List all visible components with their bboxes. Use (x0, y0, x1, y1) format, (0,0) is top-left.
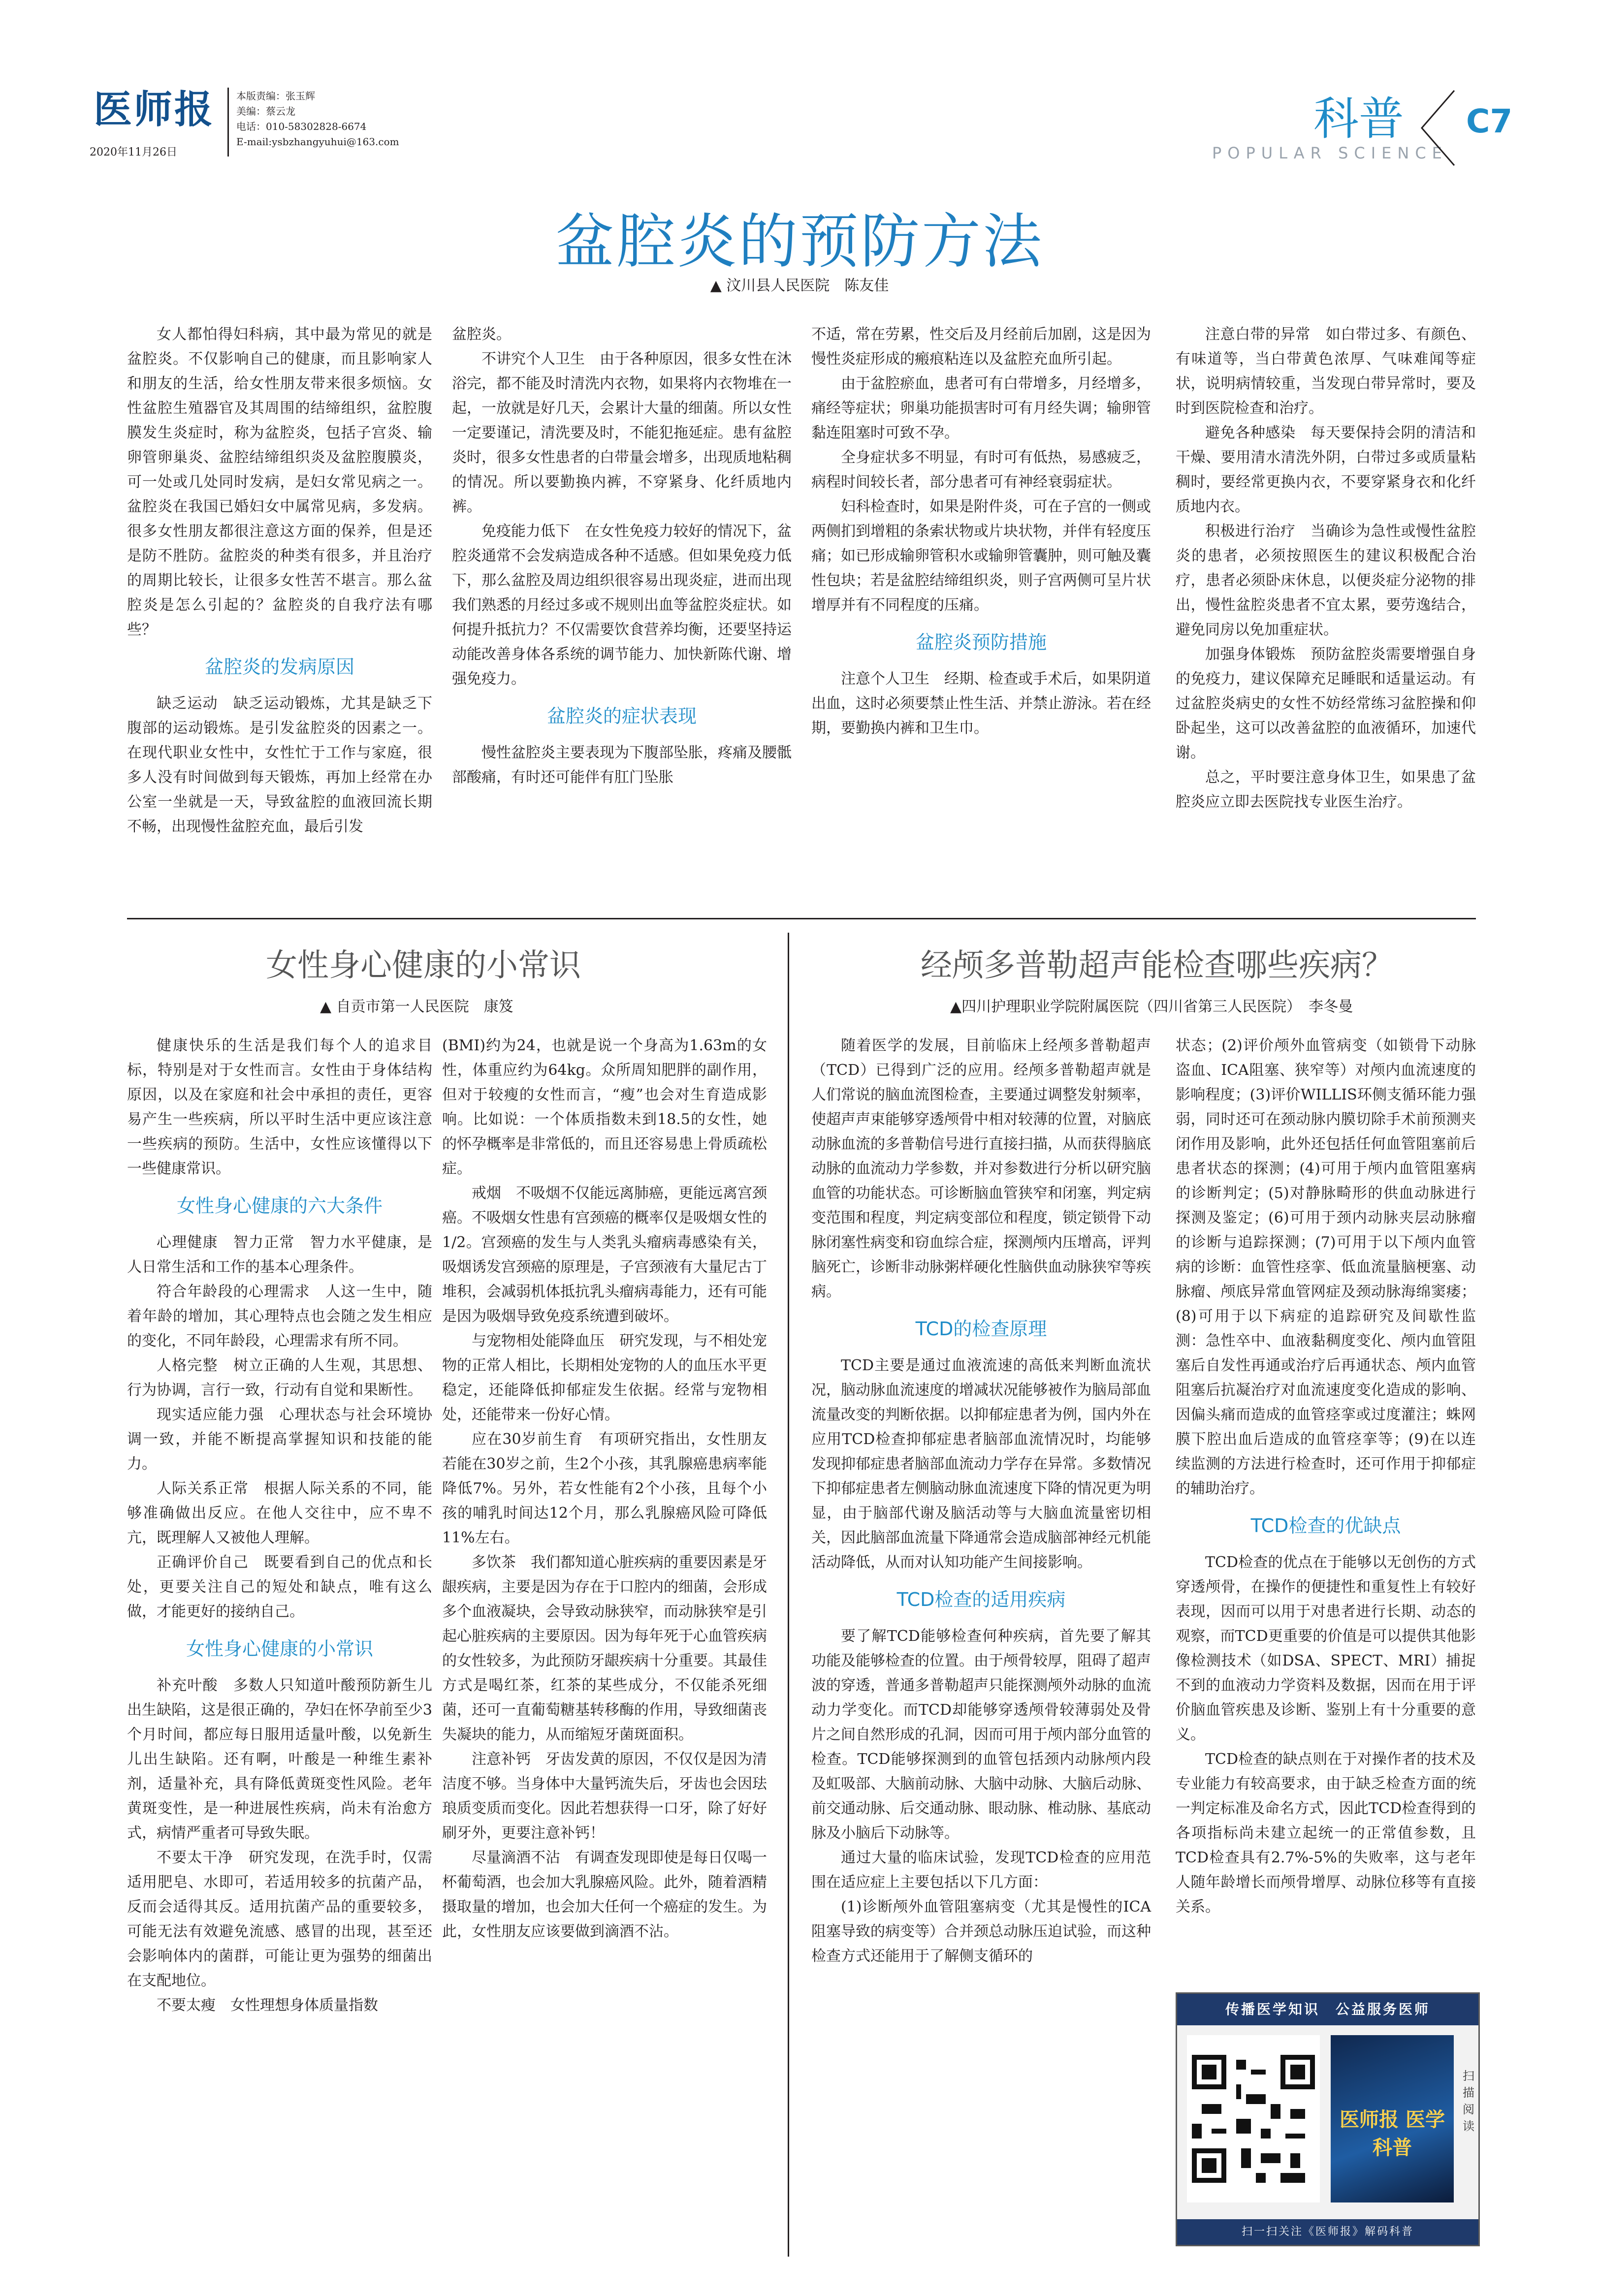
editor-line: 本版责编：张玉辉 (236, 90, 315, 102)
article-title: 女性身心健康的小常识 (266, 947, 581, 984)
paragraph: TCD主要是通过血液流速的高低来判断血流状况，脑动脉血流速度的增减状况能够被作为脑局部血流量改变的判断依据。以抑郁症患者为例，国内外在应用TCD检查抑郁症患者脑部血流情况时，均能够发现抑郁症患者脑部血流动力学存在异常。多数情况下抑郁症患者左侧脑动脉血流速度下降的情况更为明显，由于脑部代谢及脑活动等与大脑血流量密切相关，因此脑部血流量下降通常会造成脑部神经元机能活动降低，从而对认知功能产生间接影响。 (811, 1357, 1151, 1571)
article-byline: ▲ 自贡市第一人民医院 康笈 (320, 998, 513, 1015)
paragraph: 女人都怕得妇科病，其中最为常见的就是盆腔炎。不仅影响自己的健康，而且影响家人和朋友的生活，给女性朋友带来很多烦恼。女性盆腔生殖器官及其周围的结缔组织，盆腔腹膜发生炎症时，称为盆腔炎，包括子宫炎、输卵管卵巢炎、盆腔结缔组织炎及盆腔腹膜炎，可一处或几处同时发病，是妇女常见病之一。盆腔炎在我国已婚妇女中属常见病，多发病。很多女性朋友都很注意这方面的保养，但是还是防不胜防。盆腔炎的种类有很多，并且治疗的周期比较长，让很多女性苦不堪言。那么盆腔炎是怎么引起的？盆腔炎的自我疗法有哪些？ (127, 326, 432, 638)
article-column (811, 1034, 1151, 1969)
article-column (1176, 1034, 1476, 1919)
paragraph: 避免各种感染 每天要保持会阴的清洁和干燥、要用清水清洗外阴，白带过多或质量粘稠时，要经常更换内衣，不要穿紧身衣和化纤质地内衣。 (1176, 424, 1476, 515)
paragraph: 注意个人卫生 经期、检查或手术后，如果阴道出血，这时必须要禁止性生活、并禁止游泳。若在经期，要勤换内裤和卫生巾。 (811, 670, 1151, 737)
paragraph: 总之，平时要注意身体卫生，如果患了盆腔炎应立即去医院找专业医生治疗。 (1176, 769, 1476, 811)
section-chevron-icon (1418, 89, 1457, 167)
section-heading: 盆腔炎的发病原因 (204, 656, 354, 678)
paragraph: 符合年龄段的心理需求 人这一生中，随着年龄的增加，其心理特点也会随之发生相应的变化，不同年龄段，心理需求有所不同。 (127, 1283, 432, 1350)
section-heading: TCD的检查原理 (915, 1318, 1047, 1340)
paragraph: 不讲究个人卫生 由于各种原因，很多女性在沐浴完，都不能及时清洗内衣物，如果将内衣物堆在一起，一放就是好几天，会累计大量的细菌。所以女性一定要谨记，清洗要及时，不能犯拖延症。患有盆腔炎时，很多女性患者的白带量会增多，出现质地粘稠的情况。所以要勤换内裤，不穿紧身、化纤质地内裤。 (452, 350, 792, 515)
promo-banner[interactable] (1176, 1992, 1480, 2246)
paragraph: 加强身体锻炼 预防盆腔炎需要增强自身的免疫力，建议保障充足睡眠和适量运动。有过盆腔炎病史的女性不妨经常练习盆腔操和仰卧起坐，这可以改善盆腔的血液循环，加速代谢。 (1176, 646, 1476, 761)
paragraph: 随着医学的发展，目前临床上经颅多普勒超声（TCD）已得到广泛的应用。经颅多普勒超声就是人们常说的脑血流图检查，主要通过调整发射频率，使超声声束能够穿透颅骨中相对较薄的位置，对脑底动脉血流的多普勒信号进行直接扫描，从而获得脑底动脉的血流动力学参数，并对参数进行分析以研究脑血管的功能状态。可诊断脑血管狭窄和闭塞，判定病变范围和程度，判定病变部位和程度，锁定锁骨下动脉闭塞性病变和窃血综合症，探测颅内压增高，评判脑死亡，诊断非动脉粥样硬化性脑供血动脉狭窄等疾病。 (811, 1037, 1151, 1300)
paragraph: 盆腔炎。 (452, 326, 511, 343)
article-title: 盆腔炎的预防方法 (555, 208, 1044, 276)
paragraph: 免疫能力低下 在女性免疫力较好的情况下，盆腔炎通常不会发病造成各种不适感。但如果免疫力低下，那么盆腔及周边组织很容易出现炎症，进而出现我们熟悉的月经过多或不规则出血等盆腔炎症状。如何提升抵抗力？不仅需要饮食营养均衡，还要坚持运动能改善身体各系统的调节能力、加快新陈代谢、增强免疫力。 (452, 523, 792, 688)
article-column (127, 1034, 432, 2018)
section-english: POPULAR SCIENCE (1212, 144, 1448, 162)
cover-title: 医师报 医学科普 (1340, 2108, 1445, 2159)
paragraph: 缺乏运动 缺乏运动锻炼，尤其是缺乏下腹部的运动锻炼。是引发盆腔炎的因素之一。在现代职业女性中，女性忙于工作与家庭，很多人没有时间做到每天锻炼，再加上经常在办公室一坐就是一天，导致盆腔的血液回流长期不畅，出现慢性盆腔充血，最后引发 (127, 695, 432, 835)
paragraph: TCD检查的缺点则在于对操作者的技术及专业能力有较高要求，由于缺乏检查方面的统一判定标准及命名方式，因此TCD检查得到的各项指标尚未建立起统一的正常值参数，且TCD检查具有2.7%-5%的失败率，这与老年人随年龄增长而颅骨增厚、动脉位移等有直接关系。 (1176, 1751, 1476, 1916)
editor-line: 电话：010-58302828-6674 (236, 121, 367, 132)
article-column (452, 322, 792, 790)
section-heading: TCD检查的适用疾病 (896, 1589, 1066, 1610)
page-number: C7 (1466, 102, 1513, 140)
article-column (442, 1034, 767, 1944)
article-title: 经颅多普勒超声能检查哪些疾病？ (921, 947, 1393, 984)
article-column (1176, 322, 1476, 815)
paragraph: 不要太瘦 女性理想身体质量指数 (157, 1997, 378, 2014)
promo-side-text: 扫描阅读 (1463, 2069, 1474, 2133)
paragraph: 应在30岁前生育 有项研究指出，女性朋友若能在30岁之前，生2个小孩，其乳腺癌患病率能降低7%。另外，若女性能有2个小孩，且每个小孩的哺乳时间达12个月，那么乳腺癌风险可降低11%左右。 (442, 1431, 767, 1546)
article-column (127, 322, 432, 839)
qr-code-icon[interactable] (1187, 2035, 1320, 2202)
paragraph: 状态；(2)评价颅外血管病变（如锁骨下动脉盗血、ICA阻塞、狭窄等）对颅内血流速度的影响程度；(3)评价WILLIS环侧支循环能力强弱，同时还可在颈动脉内膜切除手术前预测夹闭作用及影响，此外还包括任何血管阻塞前后患者状态的探测；(4)可用于颅内血管阻塞病的诊断判定；(5)对静脉畸形的供血动脉进行探测及鉴定；(6)可用于颈内动脉夹层动脉瘤的诊断与追踪探测；(7)可用于以下颅内血管病的诊断：血管性痉挛、低血流量脑梗塞、动脉瘤、颅底异常血管网症及颈动脉海绵窦痿；(8)可用于以下病症的追踪研究及间歇性监测：急性卒中、血液黏稠度变化、颅内血管阻塞后自发性再通或治疗后再通状态、颅内血管阻塞后抗凝治疗对血流速度变化造成的影响、因偏头痛而造成的血管痉挛或过度灌注；蛛网膜下腔出血后造成的血管痉挛等；(9)在以连续监测的方法进行检查时，还可作用于抑郁症的辅助治疗。 (1176, 1037, 1476, 1497)
paragraph: 不要太干净 研究发现，在洗手时，仅需适用肥皂、水即可，若适用较多的抗菌产品，反而会适得其反。适用抗菌产品的重要较多，可能无法有效避免流感、感冒的出现，甚至还会影响体内的菌群，可能让更为强势的细菌出在支配地位。 (127, 1849, 432, 1989)
editor-line: E-mail:ysbzhangyuhui@163.com (236, 136, 399, 148)
paragraph: 不适，常在劳累，性交后及月经前后加剧，这是因为慢性炎症形成的瘢痕粘连以及盆腔充血所引起。 (811, 326, 1151, 368)
section-heading: TCD检查的优缺点 (1250, 1515, 1401, 1537)
masthead-divider (227, 88, 229, 157)
section-heading: 女性身心健康的小常识 (186, 1638, 373, 1660)
paragraph: TCD检查的优点在于能够以无创伤的方式穿透颅骨，在操作的便捷性和重复性上有较好表现，因而可以用于对患者进行长期、动态的观察，而TCD更重要的价值是可以提供其他影像检测技术（如DSA、SPECT、MRI）捕捉不到的血液动力学资料及数据，因而在用于评价脑血管疾患及诊断、鉴别上有十分重要的意义。 (1176, 1554, 1476, 1743)
paragraph: 健康快乐的生活是我们每个人的追求目标，特别是对于女性而言。女性由于身体结构原因，以及在家庭和社会中承担的责任，更容易产生一些疾病，所以平时生活中更应该注意一些疾病的预防。生活中，女性应该懂得以下一些健康常识。 (127, 1037, 432, 1177)
article-byline: ▲四川护理职业学院附属医院（四川省第三人民医院） 李冬曼 (950, 998, 1353, 1015)
paragraph: 人格完整 树立正确的人生观，其思想、行为协调，言行一致，行动有自觉和果断性。 (127, 1357, 432, 1399)
column-divider (788, 933, 789, 2257)
section-heading: 盆腔炎预防措施 (915, 631, 1047, 653)
newspaper-logo: 医师报 (94, 87, 215, 132)
paragraph: 通过大量的临床试验，发现TCD检查的应用范围在适应症上主要包括以下几方面： (811, 1849, 1151, 1891)
section-divider (127, 918, 1476, 919)
editor-line: 美编：蔡云龙 (236, 105, 295, 117)
paragraph: (1)诊断颅外血管阻塞病变（尤其是慢性的ICA阻塞导致的病变等）合并颈总动脉压迫试验，而这种检查方式还能用于了解侧支循环的 (811, 1898, 1151, 1965)
paragraph: 妇科检查时，如果是附件炎，可在子宫的一侧或两侧扪到增粗的条索状物或片块状物，并伴有轻度压痛；如已形成输卵管积水或输卵管囊肿，则可触及囊性包块；若是盆腔结缔组织炎，则子宫两侧可呈片状增厚并有不同程度的压痛。 (811, 498, 1151, 614)
paragraph: 人际关系正常 根据人际关系的不同，能够准确做出反应。在他人交往中，应不卑不亢，既理解人又被他人理解。 (127, 1480, 432, 1546)
paragraph: 由于盆腔瘀血，患者可有白带增多，月经增多，痛经等症状；卵巢功能损害时可有月经失调；输卵管黏连阻塞时可致不孕。 (811, 375, 1151, 441)
paragraph: 正确评价自己 既要看到自己的优点和长处，更要关注自己的短处和缺点，唯有这么做，才能更好的接纳自己。 (127, 1554, 432, 1620)
paragraph: 注意补钙 牙齿发黄的原因，不仅仅是因为清洁度不够。当身体中大量钙流失后，牙齿也会因珐琅质变质而变化。因此若想获得一口牙，除了好好刷牙外，更要注意补钙！ (442, 1751, 767, 1842)
paragraph: 全身症状多不明显，有时可有低热，易感疲乏，病程时间较长者，部分患者可有神经衰弱症状。 (811, 449, 1151, 491)
magazine-cover (1331, 2035, 1454, 2202)
paragraph: 慢性盆腔炎主要表现为下腹部坠胀，疼痛及腰骶部酸痛，有时还可能伴有肛门坠胀 (452, 744, 792, 786)
article-byline: ▲ 汶川县人民医院 陈友佳 (710, 277, 889, 294)
article-column (811, 322, 1151, 741)
paragraph: 补充叶酸 多数人只知道叶酸预防新生儿出生缺陷，这是很正确的，孕妇在怀孕前至少3个月时间，都应每日服用适量叶酸，以免新生儿出生缺陷。还有啊，叶酸是一种维生素补剂，适量补充，具有降低黄斑变性风险。老年黄斑变性，是一种进展性疾病，尚未有治愈方式，病情严重者可导致失眠。 (127, 1677, 432, 1842)
paragraph: (BMI)约为24，也就是说一个身高为1.63m的女性，体重应约为64kg。众所周知肥胖的副作用，但对于较瘦的女性而言，“瘦”也会对生育造成影响。比如说：一个体质指数未到18.5的女性，她的怀孕概率是非常低的，而且还容易患上骨质疏松症。 (442, 1037, 767, 1177)
section-heading: 盆腔炎的症状表现 (546, 705, 697, 727)
section-name: 科普 (1313, 93, 1405, 145)
paragraph: 戒烟 不吸烟不仅能远离肺癌，更能远离宫颈癌。不吸烟女性患有宫颈癌的概率仅是吸烟女性的1/2。宫颈癌的发生与人类乳头瘤病毒感染有关，吸烟诱发宫颈癌的原理是，子宫颈液有大量尼古丁堆积，会减弱机体抵抗乳头瘤病毒能力，还有可能是因为吸烟导致免疫系统遭到破坏。 (442, 1185, 767, 1325)
section-heading: 女性身心健康的六大条件 (176, 1195, 383, 1217)
paragraph: 要了解TCD能够检查何种疾病，首先要了解其功能及能够检查的位置。由于颅骨较厚，阻碍了超声波的穿透，普通多普勒超声只能探测颅外动脉的血流动力学变化。而TCD却能够穿透颅骨较薄弱处及骨片之间自然形成的孔洞，因而可用于颅内部分血管的检查。TCD能够探测到的血管包括颈内动脉颅内段及虹吸部、大脑前动脉、大脑中动脉、大脑后动脉、前交通动脉、后交通动脉、眼动脉、椎动脉、基底动脉及小脑后下动脉等。 (811, 1628, 1151, 1842)
paragraph: 与宠物相处能降血压 研究发现，与不相处宠物的正常人相比，长期相处宠物的人的血压水平更稳定，还能降低抑郁症发生依据。经常与宠物相处，还能带来一份好心情。 (442, 1332, 767, 1423)
paragraph: 注意白带的异常 如白带过多、有颜色、有味道等，当白带黄色浓厚、气味难闻等症状，说明病情较重，当发现白带异常时，要及时到医院检查和治疗。 (1176, 326, 1476, 417)
paragraph: 多饮茶 我们都知道心脏疾病的重要因素是牙龈疾病，主要是因为存在于口腔内的细菌，会形成多个血液凝块，会导致动脉狭窄，而动脉狭窄是引起心脏疾病的主要原因。因为每年死于心血管疾病的女性较多，为此预防牙龈疾病十分重要。其最佳方式是喝红茶，红茶的某些成分，不仅能杀死细菌，还可一直葡萄糖基转移酶的作用，导致细菌丧失凝块的能力，从而缩短牙菌斑面积。 (442, 1554, 767, 1743)
editor-info (236, 89, 399, 150)
promo-caption: 扫一扫关注《医师报》解码科普 (1177, 2219, 1478, 2245)
paragraph: 积极进行治疗 当确诊为急性或慢性盆腔炎的患者，必须按照医生的建议积极配合治疗，患者必须卧床休息，以便炎症分泌物的排出，慢性盆腔炎患者不宜太累，要劳逸结合，避免同房以免加重症状。 (1176, 523, 1476, 638)
paragraph: 尽量滴酒不沾 有调查发现即使是每日仅喝一杯葡萄酒，也会加大乳腺癌风险。此外，随着酒精摄取量的增加，也会加大任何一个癌症的发生。为此，女性朋友应该要做到滴酒不沾。 (442, 1849, 767, 1940)
promo-slogan: 传播医学知识 公益服务医师 (1177, 1994, 1478, 2025)
paragraph: 心理健康 智力正常 智力水平健康，是人日常生活和工作的基本心理条件。 (127, 1234, 432, 1276)
issue-date: 2020年11月26日 (90, 146, 177, 158)
paragraph: 现实适应能力强 心理状态与社会环境协调一致，并能不断提高掌握知识和技能的能力。 (127, 1406, 432, 1473)
